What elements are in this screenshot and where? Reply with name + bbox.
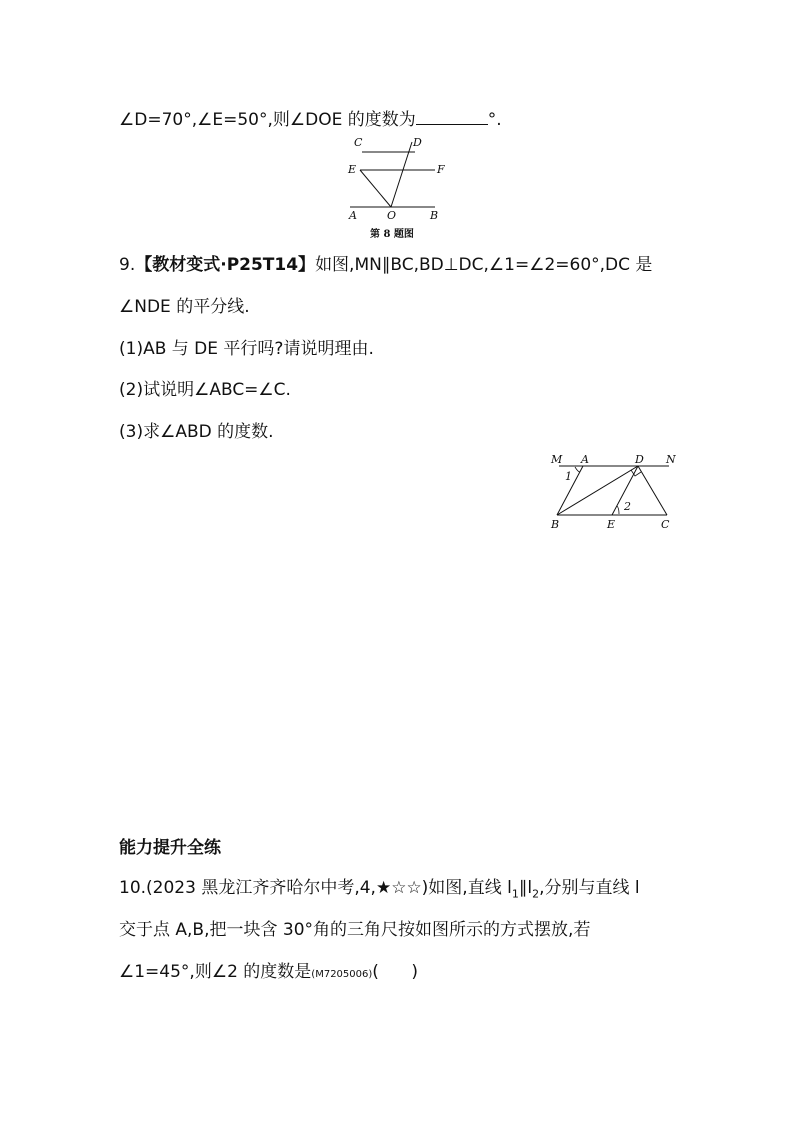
- q9-label-d: D: [635, 453, 644, 466]
- q9-angle2-arc: [617, 506, 619, 514]
- q9-label-c: C: [661, 518, 670, 531]
- q9-part3: (3)求∠ABD 的度数.: [119, 422, 274, 442]
- q9-label-a: A: [581, 453, 589, 466]
- q10-code: (M7205006): [311, 969, 373, 980]
- q9-number: 9.: [119, 255, 136, 275]
- q9-part2: (2)试说明∠ABC=∠C.: [119, 380, 291, 400]
- q8-label-d: D: [413, 136, 422, 149]
- q8-caption: 第 8 题图: [370, 229, 414, 240]
- q10-line1-b: ,分别与直线 l: [539, 878, 640, 898]
- q10-sub1: 1: [511, 887, 519, 901]
- q9-angle1-arc: [575, 467, 580, 472]
- q10-sub2: 2: [532, 887, 540, 901]
- q9-label-b: B: [551, 518, 560, 531]
- q9-label-n: N: [666, 453, 676, 466]
- q10-line3: [119, 960, 418, 987]
- q8-text-a: ∠D=70°,∠E=50°,则∠DOE 的度数为: [119, 110, 416, 130]
- q10-line2: 交于点 A,B,把一块含 30°角的三角尺按如图所示的方式摆放,若: [119, 920, 591, 940]
- q10-line3-a: ∠1=45°,则∠2 的度数是: [119, 962, 312, 982]
- q8-segment-eo: [360, 170, 391, 207]
- q9-label-angle1: 1: [565, 470, 572, 483]
- q9-segment-dc: [638, 466, 667, 515]
- q9-stem-b: ∠NDE 的平分线.: [119, 297, 250, 317]
- q9-part1: (1)AB 与 DE 平行吗?请说明理由.: [119, 339, 374, 359]
- q8-text-b: °.: [487, 110, 502, 130]
- q8-label-f: F: [437, 163, 445, 176]
- q9-label-m: M: [551, 453, 563, 466]
- q9-tag: 【教材变式·P25T14】: [135, 255, 316, 275]
- q9-label-angle2: 2: [624, 500, 631, 513]
- q8-label-b: B: [430, 209, 439, 222]
- q8-text: [119, 108, 502, 132]
- q9-right-angle-mark: [631, 470, 641, 476]
- q10-line1-mid: ∥l: [518, 878, 533, 898]
- q9-figure: [545, 450, 685, 535]
- q8-label-e: E: [348, 163, 357, 176]
- q9-stem-a: 如图,MN∥BC,BD⊥DC,∠1=∠2=60°,DC 是: [315, 255, 653, 275]
- q10-line1: [119, 876, 640, 906]
- q8-answer-blank[interactable]: [416, 108, 488, 125]
- q8-label-o: O: [387, 209, 397, 222]
- q9-stem-line1: [119, 253, 652, 277]
- q8-figure: [340, 134, 450, 244]
- q10-answer-paren[interactable]: ( ): [372, 962, 418, 982]
- q10-line1-a: 10.(2023 黑龙江齐齐哈尔中考,4,★☆☆)如图,直线 l: [119, 878, 512, 898]
- section-title: 能力提升全练: [119, 838, 221, 858]
- q8-label-c: C: [354, 136, 363, 149]
- q9-label-e: E: [607, 518, 616, 531]
- q8-label-a: A: [349, 209, 357, 222]
